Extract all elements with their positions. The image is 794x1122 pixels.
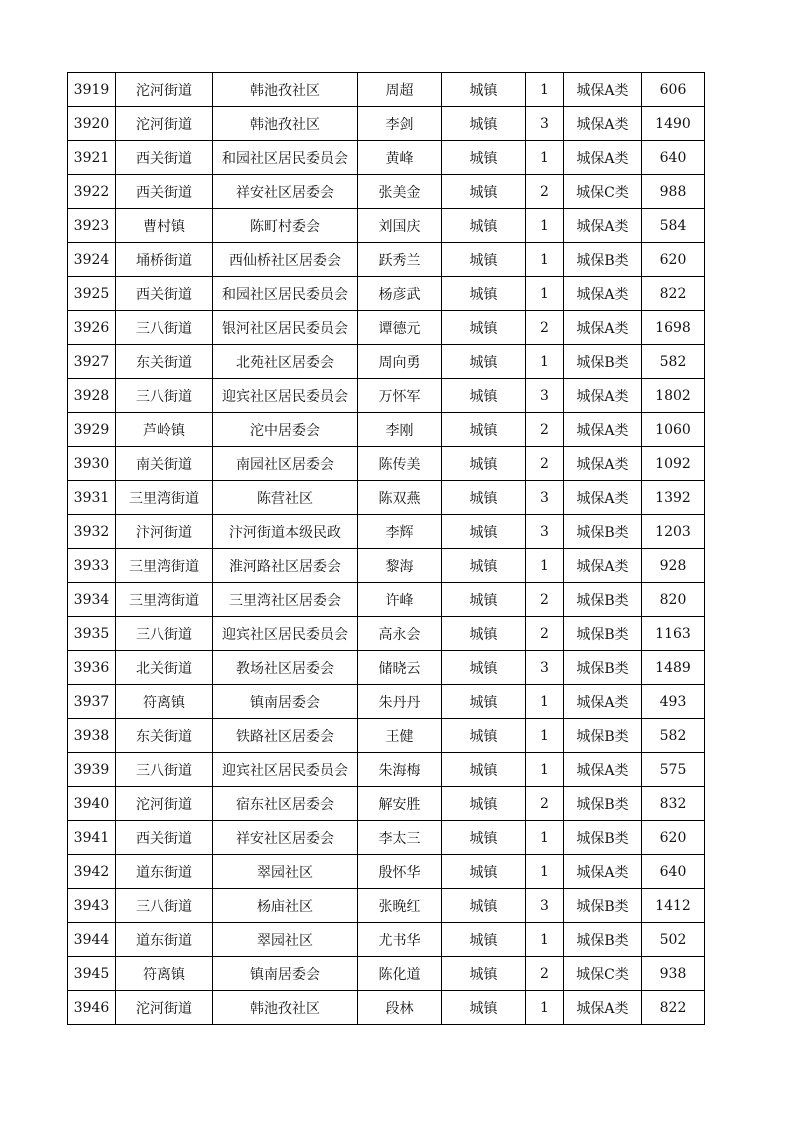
amount-cell: 1698: [642, 311, 705, 345]
category-cell: 城保A类: [564, 753, 642, 787]
record-id-cell: 3936: [68, 651, 116, 685]
category-cell: 城保A类: [564, 413, 642, 447]
name-cell: 张美金: [358, 175, 442, 209]
amount-cell: 1490: [642, 107, 705, 141]
record-id-cell: 3926: [68, 311, 116, 345]
street-cell: 西关街道: [116, 277, 213, 311]
area-type-cell: 城镇: [442, 379, 526, 413]
record-id-cell: 3927: [68, 345, 116, 379]
community-cell: 汴河街道本级民政: [213, 515, 358, 549]
record-id-cell: 3930: [68, 447, 116, 481]
street-cell: 沱河街道: [116, 787, 213, 821]
street-cell: 埇桥街道: [116, 243, 213, 277]
record-id-cell: 3946: [68, 991, 116, 1025]
name-cell: 殷怀华: [358, 855, 442, 889]
table-row: [68, 957, 705, 991]
street-cell: 三八街道: [116, 311, 213, 345]
name-cell: 李刚: [358, 413, 442, 447]
table-row: [68, 175, 705, 209]
table-body: [68, 73, 705, 1025]
name-cell: 李辉: [358, 515, 442, 549]
household-count-cell: 3: [526, 379, 564, 413]
household-count-cell: 1: [526, 243, 564, 277]
record-id-cell: 3933: [68, 549, 116, 583]
name-cell: 谭德元: [358, 311, 442, 345]
community-cell: 陈町村委会: [213, 209, 358, 243]
community-cell: 翠园社区: [213, 855, 358, 889]
area-type-cell: 城镇: [442, 719, 526, 753]
category-cell: 城保B类: [564, 923, 642, 957]
area-type-cell: 城镇: [442, 787, 526, 821]
table-row: [68, 413, 705, 447]
amount-cell: 832: [642, 787, 705, 821]
table-row: [68, 889, 705, 923]
area-type-cell: 城镇: [442, 515, 526, 549]
table-row: [68, 923, 705, 957]
household-count-cell: 2: [526, 447, 564, 481]
street-cell: 三里湾街道: [116, 583, 213, 617]
category-cell: 城保A类: [564, 481, 642, 515]
category-cell: 城保B类: [564, 889, 642, 923]
record-id-cell: 3939: [68, 753, 116, 787]
record-id-cell: 3935: [68, 617, 116, 651]
table-row: [68, 107, 705, 141]
name-cell: 李剑: [358, 107, 442, 141]
record-id-cell: 3923: [68, 209, 116, 243]
amount-cell: 584: [642, 209, 705, 243]
area-type-cell: 城镇: [442, 175, 526, 209]
household-count-cell: 2: [526, 617, 564, 651]
record-id-cell: 3942: [68, 855, 116, 889]
amount-cell: 620: [642, 243, 705, 277]
table-row: [68, 141, 705, 175]
table-row: [68, 243, 705, 277]
household-count-cell: 1: [526, 923, 564, 957]
household-count-cell: 1: [526, 73, 564, 107]
area-type-cell: 城镇: [442, 243, 526, 277]
table-row: [68, 617, 705, 651]
community-cell: 镇南居委会: [213, 685, 358, 719]
name-cell: 储晓云: [358, 651, 442, 685]
record-id-cell: 3929: [68, 413, 116, 447]
area-type-cell: 城镇: [442, 549, 526, 583]
area-type-cell: 城镇: [442, 957, 526, 991]
street-cell: 三八街道: [116, 889, 213, 923]
table-row: [68, 855, 705, 889]
household-count-cell: 2: [526, 175, 564, 209]
table-row: [68, 991, 705, 1025]
street-cell: 三八街道: [116, 753, 213, 787]
area-type-cell: 城镇: [442, 481, 526, 515]
amount-cell: 1412: [642, 889, 705, 923]
community-cell: 祥安社区居委会: [213, 175, 358, 209]
name-cell: 陈双燕: [358, 481, 442, 515]
table-row: [68, 651, 705, 685]
area-type-cell: 城镇: [442, 821, 526, 855]
area-type-cell: 城镇: [442, 617, 526, 651]
name-cell: 周向勇: [358, 345, 442, 379]
area-type-cell: 城镇: [442, 447, 526, 481]
community-cell: 迎宾社区居民委员会: [213, 379, 358, 413]
category-cell: 城保B类: [564, 583, 642, 617]
street-cell: 曹村镇: [116, 209, 213, 243]
household-count-cell: 3: [526, 481, 564, 515]
name-cell: 周超: [358, 73, 442, 107]
area-type-cell: 城镇: [442, 413, 526, 447]
record-id-cell: 3925: [68, 277, 116, 311]
community-cell: 三里湾社区居委会: [213, 583, 358, 617]
community-cell: 宿东社区居委会: [213, 787, 358, 821]
street-cell: 符离镇: [116, 685, 213, 719]
name-cell: 张晚红: [358, 889, 442, 923]
area-type-cell: 城镇: [442, 107, 526, 141]
category-cell: 城保B类: [564, 617, 642, 651]
household-count-cell: 3: [526, 651, 564, 685]
amount-cell: 1060: [642, 413, 705, 447]
amount-cell: 988: [642, 175, 705, 209]
category-cell: 城保A类: [564, 447, 642, 481]
name-cell: 杨彦武: [358, 277, 442, 311]
name-cell: 尤书华: [358, 923, 442, 957]
street-cell: 沱河街道: [116, 73, 213, 107]
table-row: [68, 73, 705, 107]
record-id-cell: 3931: [68, 481, 116, 515]
household-count-cell: 1: [526, 141, 564, 175]
record-id-cell: 3932: [68, 515, 116, 549]
community-cell: 淮河路社区居委会: [213, 549, 358, 583]
name-cell: 段林: [358, 991, 442, 1025]
record-id-cell: 3940: [68, 787, 116, 821]
table-row: [68, 311, 705, 345]
community-cell: 南园社区居委会: [213, 447, 358, 481]
record-id-cell: 3943: [68, 889, 116, 923]
amount-cell: 640: [642, 141, 705, 175]
category-cell: 城保C类: [564, 957, 642, 991]
area-type-cell: 城镇: [442, 311, 526, 345]
category-cell: 城保C类: [564, 175, 642, 209]
household-count-cell: 2: [526, 583, 564, 617]
amount-cell: 822: [642, 991, 705, 1025]
amount-cell: 938: [642, 957, 705, 991]
category-cell: 城保B类: [564, 787, 642, 821]
area-type-cell: 城镇: [442, 583, 526, 617]
category-cell: 城保A类: [564, 855, 642, 889]
street-cell: 三八街道: [116, 617, 213, 651]
household-count-cell: 3: [526, 107, 564, 141]
record-id-cell: 3944: [68, 923, 116, 957]
community-cell: 韩池孜社区: [213, 991, 358, 1025]
street-cell: 符离镇: [116, 957, 213, 991]
household-count-cell: 1: [526, 345, 564, 379]
category-cell: 城保B类: [564, 345, 642, 379]
name-cell: 跃秀兰: [358, 243, 442, 277]
area-type-cell: 城镇: [442, 73, 526, 107]
table-row: [68, 821, 705, 855]
amount-cell: 1092: [642, 447, 705, 481]
category-cell: 城保A类: [564, 277, 642, 311]
community-cell: 北苑社区居委会: [213, 345, 358, 379]
street-cell: 三八街道: [116, 379, 213, 413]
name-cell: 陈化道: [358, 957, 442, 991]
household-count-cell: 1: [526, 209, 564, 243]
record-id-cell: 3941: [68, 821, 116, 855]
name-cell: 许峰: [358, 583, 442, 617]
area-type-cell: 城镇: [442, 889, 526, 923]
record-id-cell: 3928: [68, 379, 116, 413]
household-count-cell: 1: [526, 991, 564, 1025]
category-cell: 城保B类: [564, 719, 642, 753]
record-id-cell: 3921: [68, 141, 116, 175]
community-cell: 迎宾社区居民委员会: [213, 617, 358, 651]
street-cell: 沱河街道: [116, 991, 213, 1025]
community-cell: 铁路社区居委会: [213, 719, 358, 753]
street-cell: 芦岭镇: [116, 413, 213, 447]
community-cell: 教场社区居委会: [213, 651, 358, 685]
category-cell: 城保B类: [564, 515, 642, 549]
area-type-cell: 城镇: [442, 991, 526, 1025]
category-cell: 城保A类: [564, 379, 642, 413]
community-cell: 和园社区居民委员会: [213, 141, 358, 175]
street-cell: 南关街道: [116, 447, 213, 481]
amount-cell: 582: [642, 719, 705, 753]
category-cell: 城保A类: [564, 311, 642, 345]
street-cell: 道东街道: [116, 855, 213, 889]
household-count-cell: 3: [526, 889, 564, 923]
record-id-cell: 3937: [68, 685, 116, 719]
amount-cell: 620: [642, 821, 705, 855]
household-count-cell: 1: [526, 719, 564, 753]
amount-cell: 1163: [642, 617, 705, 651]
amount-cell: 928: [642, 549, 705, 583]
table-row: [68, 277, 705, 311]
name-cell: 王健: [358, 719, 442, 753]
record-id-cell: 3922: [68, 175, 116, 209]
name-cell: 陈传美: [358, 447, 442, 481]
street-cell: 汴河街道: [116, 515, 213, 549]
name-cell: 万怀军: [358, 379, 442, 413]
community-cell: 韩池孜社区: [213, 73, 358, 107]
amount-cell: 575: [642, 753, 705, 787]
household-count-cell: 2: [526, 957, 564, 991]
name-cell: 刘国庆: [358, 209, 442, 243]
area-type-cell: 城镇: [442, 651, 526, 685]
area-type-cell: 城镇: [442, 855, 526, 889]
area-type-cell: 城镇: [442, 141, 526, 175]
amount-cell: 822: [642, 277, 705, 311]
area-type-cell: 城镇: [442, 753, 526, 787]
community-cell: 陈营社区: [213, 481, 358, 515]
street-cell: 三里湾街道: [116, 549, 213, 583]
amount-cell: 606: [642, 73, 705, 107]
record-id-cell: 3920: [68, 107, 116, 141]
records-table: [67, 72, 705, 1025]
household-count-cell: 1: [526, 549, 564, 583]
category-cell: 城保A类: [564, 209, 642, 243]
table-row: [68, 345, 705, 379]
name-cell: 朱海梅: [358, 753, 442, 787]
table-row: [68, 549, 705, 583]
community-cell: 韩池孜社区: [213, 107, 358, 141]
area-type-cell: 城镇: [442, 923, 526, 957]
community-cell: 翠园社区: [213, 923, 358, 957]
table-row: [68, 209, 705, 243]
amount-cell: 1802: [642, 379, 705, 413]
area-type-cell: 城镇: [442, 277, 526, 311]
area-type-cell: 城镇: [442, 345, 526, 379]
table-row: [68, 719, 705, 753]
category-cell: 城保A类: [564, 107, 642, 141]
table-row: [68, 447, 705, 481]
community-cell: 银河社区居民委员会: [213, 311, 358, 345]
street-cell: 东关街道: [116, 345, 213, 379]
table-row: [68, 753, 705, 787]
category-cell: 城保B类: [564, 243, 642, 277]
table-row: [68, 685, 705, 719]
household-count-cell: 1: [526, 855, 564, 889]
community-cell: 和园社区居民委员会: [213, 277, 358, 311]
name-cell: 黄峰: [358, 141, 442, 175]
table-row: [68, 379, 705, 413]
household-count-cell: 1: [526, 277, 564, 311]
record-id-cell: 3934: [68, 583, 116, 617]
record-id-cell: 3938: [68, 719, 116, 753]
street-cell: 西关街道: [116, 175, 213, 209]
amount-cell: 502: [642, 923, 705, 957]
household-count-cell: 1: [526, 685, 564, 719]
amount-cell: 493: [642, 685, 705, 719]
community-cell: 祥安社区居委会: [213, 821, 358, 855]
table-row: [68, 787, 705, 821]
community-cell: 迎宾社区居民委员会: [213, 753, 358, 787]
amount-cell: 820: [642, 583, 705, 617]
household-count-cell: 1: [526, 821, 564, 855]
category-cell: 城保A类: [564, 141, 642, 175]
record-id-cell: 3924: [68, 243, 116, 277]
record-id-cell: 3919: [68, 73, 116, 107]
household-count-cell: 1: [526, 753, 564, 787]
household-count-cell: 2: [526, 413, 564, 447]
street-cell: 东关街道: [116, 719, 213, 753]
street-cell: 沱河街道: [116, 107, 213, 141]
street-cell: 西关街道: [116, 821, 213, 855]
category-cell: 城保A类: [564, 685, 642, 719]
household-count-cell: 2: [526, 311, 564, 345]
table-row: [68, 583, 705, 617]
category-cell: 城保A类: [564, 549, 642, 583]
category-cell: 城保A类: [564, 73, 642, 107]
household-count-cell: 2: [526, 787, 564, 821]
amount-cell: 582: [642, 345, 705, 379]
record-id-cell: 3945: [68, 957, 116, 991]
community-cell: 镇南居委会: [213, 957, 358, 991]
area-type-cell: 城镇: [442, 209, 526, 243]
community-cell: 杨庙社区: [213, 889, 358, 923]
name-cell: 高永会: [358, 617, 442, 651]
household-count-cell: 3: [526, 515, 564, 549]
name-cell: 解安胜: [358, 787, 442, 821]
table-row: [68, 481, 705, 515]
name-cell: 朱丹丹: [358, 685, 442, 719]
table-row: [68, 515, 705, 549]
street-cell: 北关街道: [116, 651, 213, 685]
street-cell: 道东街道: [116, 923, 213, 957]
category-cell: 城保B类: [564, 651, 642, 685]
community-cell: 西仙桥社区居委会: [213, 243, 358, 277]
community-cell: 沱中居委会: [213, 413, 358, 447]
street-cell: 三里湾街道: [116, 481, 213, 515]
street-cell: 西关街道: [116, 141, 213, 175]
name-cell: 李太三: [358, 821, 442, 855]
amount-cell: 1392: [642, 481, 705, 515]
name-cell: 黎海: [358, 549, 442, 583]
category-cell: 城保B类: [564, 821, 642, 855]
amount-cell: 640: [642, 855, 705, 889]
category-cell: 城保A类: [564, 991, 642, 1025]
area-type-cell: 城镇: [442, 685, 526, 719]
amount-cell: 1203: [642, 515, 705, 549]
amount-cell: 1489: [642, 651, 705, 685]
